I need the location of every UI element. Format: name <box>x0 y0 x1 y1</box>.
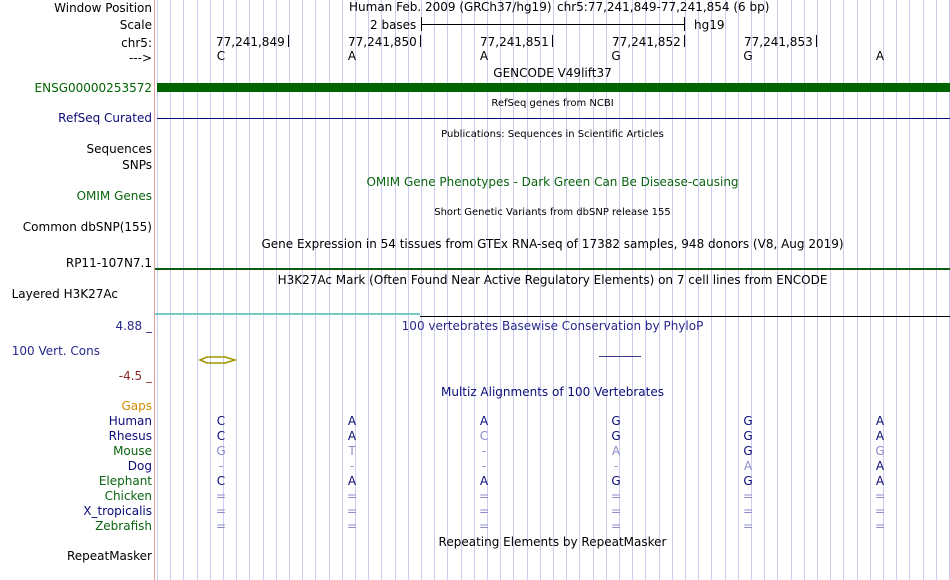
ruler-coordinate: 77,241,853 <box>744 35 813 49</box>
alignment-base: = <box>215 489 227 503</box>
alignment-base: = <box>610 519 622 533</box>
alignment-base: G <box>611 414 621 428</box>
alignment-base: - <box>613 459 619 473</box>
refseq-gene-line[interactable] <box>157 118 950 119</box>
ruler-tick <box>816 35 817 47</box>
dbsnp-track-title: Short Genetic Variants from dbSNP release 155 <box>434 207 671 218</box>
gencode-track-label[interactable]: ENSG00000253572 <box>34 81 152 95</box>
alignment-base: C <box>479 429 489 443</box>
scale-label: Scale <box>119 18 152 32</box>
alignment-base: A <box>347 429 357 443</box>
repeatmasker-track-title: Repeating Elements by RepeatMasker <box>438 535 667 549</box>
alignment-base: C <box>216 429 226 443</box>
sequences-track-label[interactable]: Sequences <box>86 142 152 156</box>
alignment-base: A <box>743 459 753 473</box>
position-text: chr5:77,241,849-77,241,854 (6 bp) <box>557 0 770 14</box>
alignment-base: = <box>610 504 622 518</box>
omim-track-title: OMIM Gene Phenotypes - Dark Green Can Be Disease-causing <box>366 175 739 189</box>
species-label[interactable]: Dog <box>127 459 152 473</box>
window-position-label: Window Position <box>54 1 152 15</box>
phylop-min-label: -4.5 _ <box>118 369 152 383</box>
species-label[interactable]: Mouse <box>113 444 152 458</box>
reference-base: A <box>347 49 357 63</box>
ruler-coordinate: 77,241,851 <box>480 35 549 49</box>
strand-arrow-label: ---> <box>128 51 152 65</box>
alignment-base: C <box>216 474 226 488</box>
omim-track-label[interactable]: OMIM Genes <box>76 189 152 203</box>
alignment-base: = <box>610 489 622 503</box>
phylop-signal-left <box>195 353 245 367</box>
alignment-base: - <box>218 459 224 473</box>
repeatmasker-track-label[interactable]: RepeatMasker <box>66 549 152 563</box>
alignment-base: G <box>216 444 226 458</box>
track-labels-panel <box>0 0 155 580</box>
alignment-base: = <box>742 519 754 533</box>
scale-bar-right-cap <box>684 17 685 31</box>
alignment-base: G <box>611 429 621 443</box>
h3k27ac-baseline <box>420 316 950 317</box>
alignment-base: = <box>874 519 886 533</box>
alignment-base: G <box>875 444 885 458</box>
alignment-base: - <box>481 459 487 473</box>
h3k27ac-signal <box>155 313 420 315</box>
alignment-base: A <box>347 474 357 488</box>
track-image-panel[interactable] <box>155 0 950 580</box>
alignment-base: G <box>743 429 753 443</box>
gtex-track-title: Gene Expression in 54 tissues from GTEx RNA-seq of 17382 samples, 948 donors (V8, Aug 2019) <box>261 237 844 251</box>
ruler-coordinate: 77,241,850 <box>348 35 417 49</box>
alignment-base: - <box>481 444 487 458</box>
db-text: hg19 <box>694 18 725 32</box>
scale-bar <box>421 24 685 25</box>
gtex-track-label[interactable]: RP11-107N7.1 <box>65 256 152 270</box>
alignment-base: A <box>611 444 621 458</box>
refseq-track-title: RefSeq genes from NCBI <box>491 98 614 109</box>
snps-track-label[interactable]: SNPs <box>122 158 152 172</box>
alignment-base: = <box>874 489 886 503</box>
ruler-coordinate: 77,241,849 <box>216 35 285 49</box>
h3k27ac-track-title: H3K27Ac Mark (Often Found Near Active Regulatory Elements) on 7 cell lines from ENCODE <box>277 273 828 287</box>
alignment-base: = <box>874 504 886 518</box>
species-label[interactable]: Chicken <box>104 489 152 503</box>
reference-base: G <box>611 49 621 63</box>
alignment-base: - <box>349 459 355 473</box>
alignment-base: C <box>216 414 226 428</box>
species-label[interactable]: Zebrafish <box>95 519 152 533</box>
alignment-base: G <box>743 474 753 488</box>
reference-base: A <box>479 49 489 63</box>
alignment-base: = <box>478 489 490 503</box>
alignment-base: = <box>478 504 490 518</box>
chromosome-label: chr5: <box>121 36 152 50</box>
species-label[interactable]: X_tropicalis <box>83 504 152 518</box>
phylop-max-label: 4.88 _ <box>115 319 152 333</box>
alignment-base: T <box>348 444 356 458</box>
ruler-tick <box>420 35 421 47</box>
alignment-base: = <box>478 519 490 533</box>
multiz-track-title: Multiz Alignments of 100 Vertebrates <box>440 385 665 399</box>
alignment-base: A <box>875 474 885 488</box>
h3k27ac-track-label[interactable]: Layered H3K27Ac <box>11 287 118 301</box>
reference-base: A <box>875 49 885 63</box>
ruler-tick <box>684 35 685 47</box>
phylop-signal-right <box>599 356 641 357</box>
phylop-track-label[interactable]: 100 Vert. Cons <box>11 344 100 358</box>
alignment-base: A <box>347 414 357 428</box>
species-label[interactable]: Elephant <box>98 474 152 488</box>
scale-bar-text: 2 bases <box>370 18 417 32</box>
alignment-base: = <box>742 489 754 503</box>
alignment-base: = <box>742 504 754 518</box>
alignment-base: A <box>875 429 885 443</box>
ruler-tick <box>288 35 289 47</box>
ruler-tick <box>552 35 553 47</box>
alignment-base: A <box>479 414 489 428</box>
ruler-coordinate: 77,241,852 <box>612 35 681 49</box>
publications-track-title: Publications: Sequences in Scientific Articles <box>441 129 664 140</box>
alignment-base: A <box>875 459 885 473</box>
alignment-base: = <box>346 519 358 533</box>
assembly-text: Human Feb. 2009 (GRCh37/hg19) <box>349 0 552 14</box>
species-label[interactable]: Human <box>108 414 152 428</box>
alignment-base: A <box>479 474 489 488</box>
gaps-label: Gaps <box>121 399 152 413</box>
alignment-base: = <box>346 489 358 503</box>
dbsnp-track-label[interactable]: Common dbSNP(155) <box>22 220 152 234</box>
reference-base: C <box>216 49 226 63</box>
refseq-track-label[interactable]: RefSeq Curated <box>58 111 152 125</box>
alignment-base: A <box>875 414 885 428</box>
species-label[interactable]: Rhesus <box>108 429 152 443</box>
phylop-track-title: 100 vertebrates Basewise Conservation by PhyloP <box>401 319 704 333</box>
alignment-base: = <box>215 504 227 518</box>
alignment-base: G <box>743 414 753 428</box>
gencode-track-title: GENCODE V49lift37 <box>493 66 612 80</box>
gtex-gene-line[interactable] <box>155 268 950 270</box>
alignment-base: = <box>215 519 227 533</box>
reference-base: G <box>743 49 753 63</box>
gencode-gene-bar[interactable] <box>157 83 950 92</box>
alignment-base: G <box>611 474 621 488</box>
alignment-base: = <box>346 504 358 518</box>
alignment-base: G <box>743 444 753 458</box>
